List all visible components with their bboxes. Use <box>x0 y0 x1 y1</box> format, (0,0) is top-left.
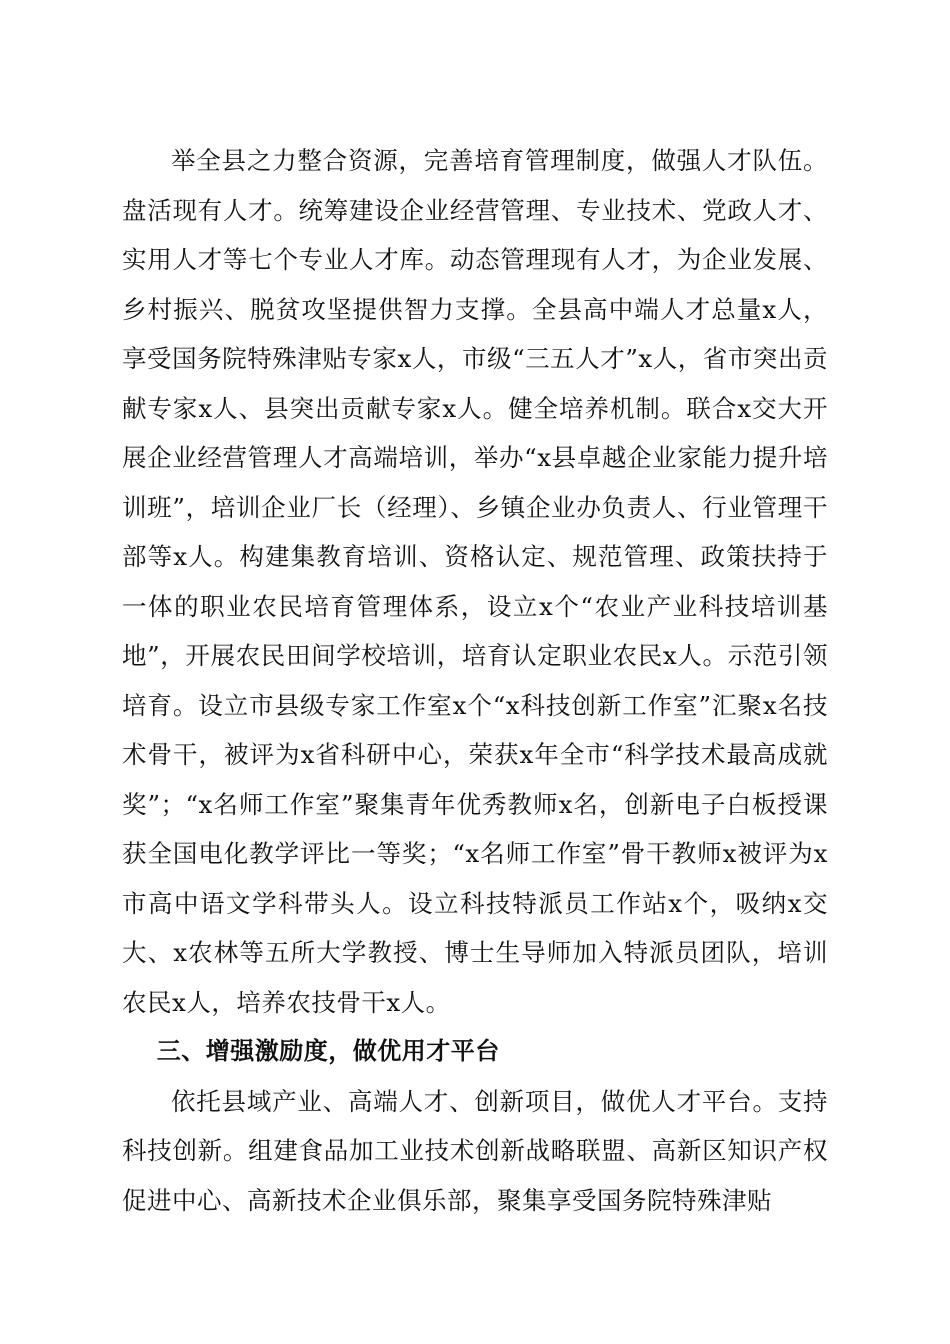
section-heading: 三、增强激励度，做优用才平台 <box>156 1037 500 1065</box>
body-paragraph-talent-platform: 依托县域产业、高端人才、创新项目，做优人才平台。支持科技创新。组建食品加工业技术创新战略联盟、高新区知识产权促进中心、高新技术企业俱乐部，聚集享受国务院特殊津贴 <box>122 1086 828 1215</box>
body-paragraph-talent-cultivation: 举全县之力整合资源，完善培育管理制度，做强人才队伍。盘活现有人才。统筹建设企业经营管理、专业技术、党政人才、实用人才等七个专业人才库。动态管理现有人才，为企业发展、乡村振兴、脱贫攻坚提供智力支撑。全县高中端人才总量x人，享受国务院特殊津贴专家x人，市级“三五人才”x人，省市突出贡献专家x人、县突出贡献专家x人。健全培养机制。联合x交大开展企业经营管理人才高端培训，举办“x县卓越企业家能力提升培训班”，培训企业厂长（经理）、乡镇企业办负责人、行业管理干部等x人。构建集教育培训、资格认定、规范管理、政策扶持于一体的职业农民培育管理体系，设立x个“农业产业科技培训基地”，开展农民田间学校培训，培育认定职业农民x人。示范引领培育。设立市县级专家工作室x个“x科技创新工作室”汇聚x名技术骨干，被评为x省科研中心，荣获x年全市“科学技术最高成就奖”；“x名师工作室”聚集青年优秀教师x名，创新电子白板授课获全国电化教学评比一等奖；“x名师工作室”骨干教师x被评为x市高中语文学科带头人。设立科技特派员工作站x个，吸纳x交大、x农林等五所大学教授、博士生导师加入特派员团队，培训农民x人，培养农技骨干x人。 <box>122 146 828 1017</box>
document-body <box>122 136 828 1225</box>
